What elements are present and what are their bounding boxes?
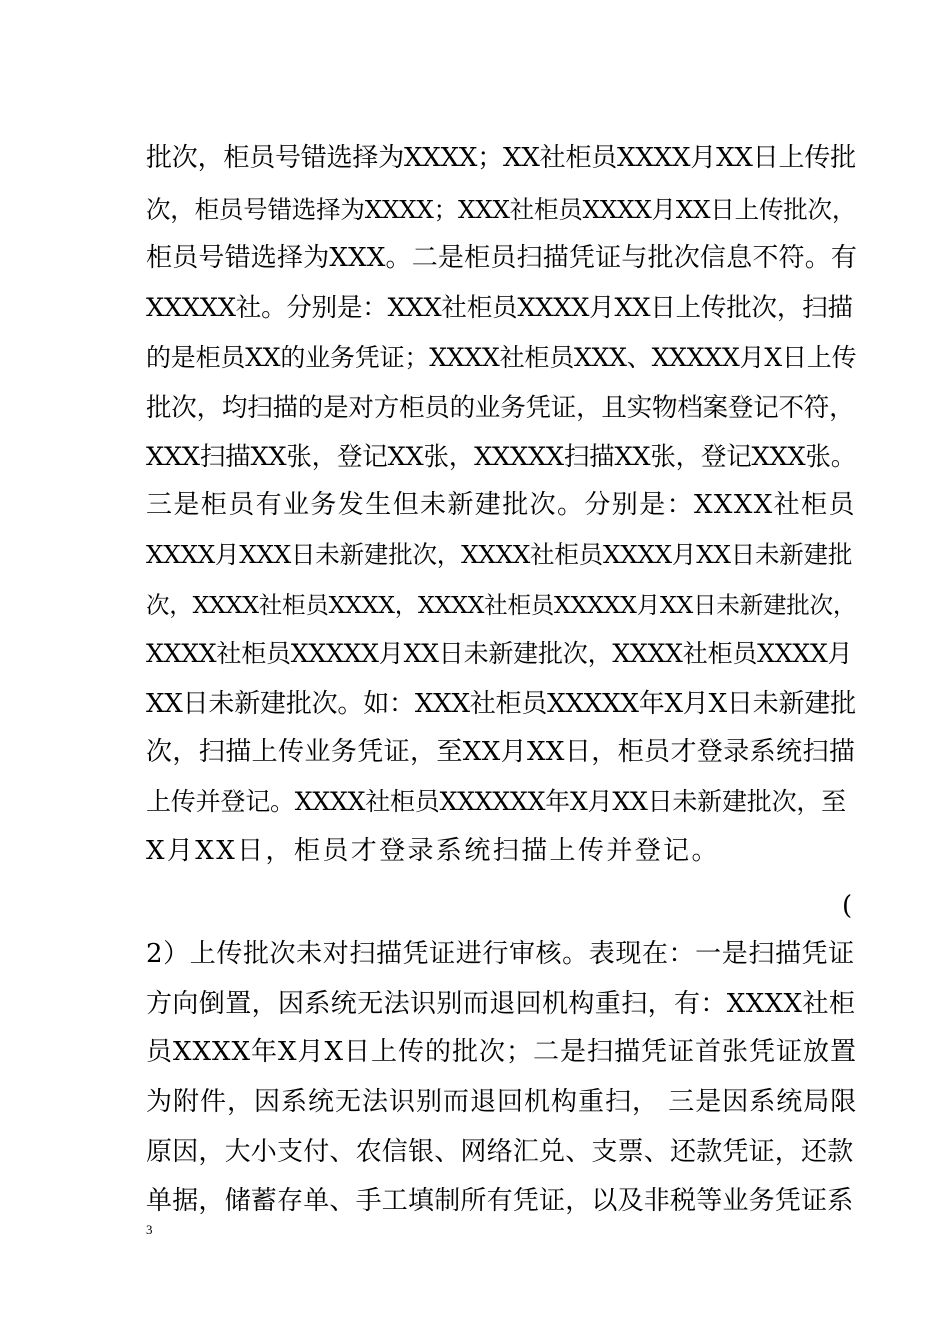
text-line: 2）上传批次未对扫描凭证进行审核。表现在：一是扫描凭证 bbox=[146, 939, 855, 969]
text-line: 单据，储蓄存单、手工填制所有凭证，以及非税等业务凭证系 bbox=[146, 1186, 854, 1216]
text-line: 的是柜员XX的业务凭证；XXXX社柜员XXX、XXXXX月X日上传 bbox=[146, 343, 857, 372]
text-line: 次，柜员号错选择为XXXX；XXX社柜员XXXX月XX日上传批次， bbox=[146, 195, 857, 224]
text-line: 柜员号错选择为XXX。二是柜员扫描凭证与批次信息不符。有 bbox=[146, 243, 858, 273]
text-line: XXX扫描XX张，登记XX张，XXXXX扫描XX张，登记XXX张。 bbox=[146, 442, 857, 472]
text-line: XXXX月XXX日未新建批次，XXXX社柜员XXXX月XX日未新建批 bbox=[146, 540, 853, 569]
page-number: 3 bbox=[146, 1222, 153, 1237]
text-line: XX日未新建批次。如：XXX社柜员XXXXX年X月X日未新建批 bbox=[146, 689, 856, 719]
open-paren: ( bbox=[842, 891, 855, 921]
text-line: X月XX日，柜员才登录系统扫描上传并登记。 bbox=[146, 836, 720, 866]
text-line: 为附件，因系统无法识别而退回机构重扫， 三是因系统局限 bbox=[146, 1087, 858, 1117]
text-line: 次，XXXX社柜员XXXX，XXXX社柜员XXXXX月XX日未新建批次， bbox=[146, 591, 857, 619]
text-line: XXXX社柜员XXXXX月XX日未新建批次，XXXX社柜员XXXX月 bbox=[146, 639, 853, 668]
text-line: 员XXXX年X月X日上传的批次；二是扫描凭证首张凭证放置 bbox=[146, 1037, 858, 1067]
text-line: 原因，大小支付、农信银、网络汇兑、支票、还款凭证，还款 bbox=[146, 1137, 854, 1167]
text-line: 三是柜员有业务发生但未新建批次。分别是：XXXX社柜员 bbox=[146, 490, 856, 520]
text-line: XXXXX社。分别是：XXX社柜员XXXX月XX日上传批次，扫描 bbox=[146, 293, 853, 323]
text-line: 批次，均扫描的是对方柜员的业务凭证，且实物档案登记不符， bbox=[146, 393, 855, 423]
text-line: 方向倒置，因系统无法识别而退回机构重扫，有：XXXX社柜 bbox=[146, 989, 856, 1019]
text-line: 上传并登记。XXXX社柜员XXXXXX年X月XX日未新建批次，至 bbox=[146, 787, 846, 816]
text-line: 次，扫描上传业务凭证，至XX月XX日，柜员才登录系统扫描 bbox=[146, 737, 856, 767]
text-line: 批次，柜员号错选择为XXXX；XX社柜员XXXX月XX日上传批 bbox=[146, 143, 856, 173]
